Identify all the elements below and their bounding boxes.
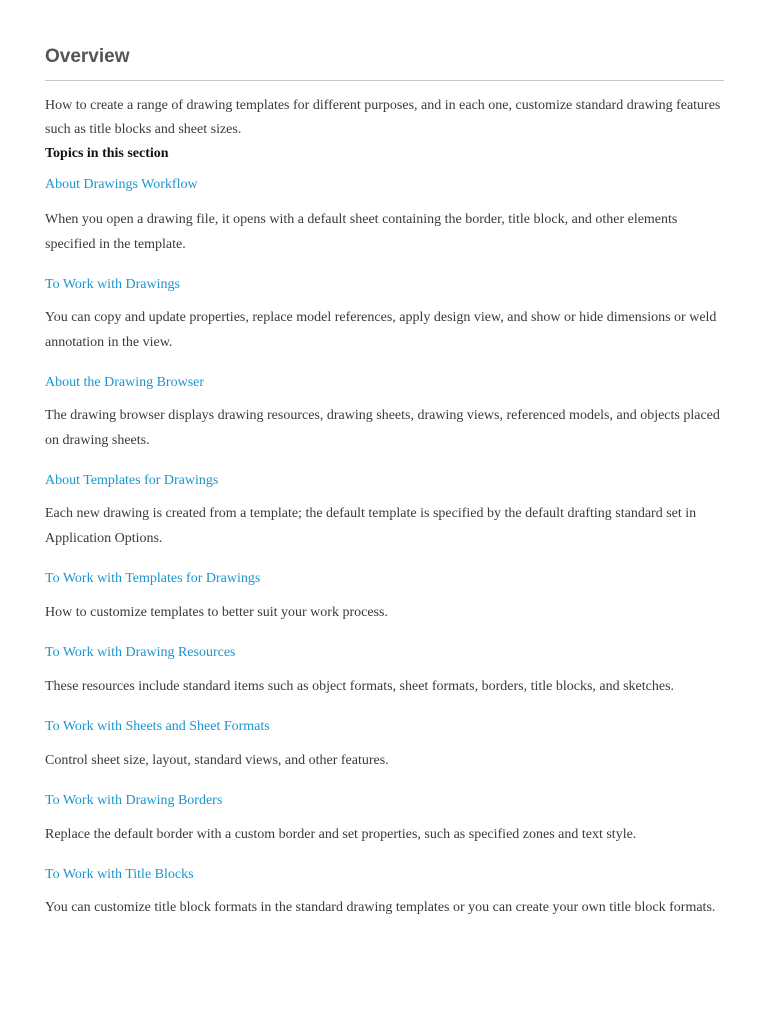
topic-item bbox=[45, 716, 724, 773]
topic-item bbox=[45, 372, 724, 453]
topic-description: You can customize title block formats in the standard drawing templates or you can create your own title block formats. bbox=[45, 900, 716, 915]
title-divider bbox=[45, 80, 724, 81]
intro-paragraph: How to create a range of drawing templates for different purposes, and in each one, customize standard drawing features such as title blocks and sheet sizes. bbox=[45, 98, 721, 137]
page-title: Overview bbox=[45, 46, 130, 67]
topic-description: How to customize templates to better suit your work process. bbox=[45, 605, 388, 620]
topic-item bbox=[45, 568, 724, 625]
topic-link-to-work-with-drawings[interactable]: To Work with Drawings bbox=[45, 277, 180, 292]
topic-link-about-drawings-workflow[interactable]: About Drawings Workflow bbox=[45, 177, 198, 192]
topic-item bbox=[45, 174, 724, 257]
topic-item bbox=[45, 642, 724, 699]
topic-link-to-work-with-drawing-borders[interactable]: To Work with Drawing Borders bbox=[45, 793, 223, 808]
topic-item bbox=[45, 790, 724, 847]
topic-link-to-work-with-sheets-and-sheet-formats[interactable]: To Work with Sheets and Sheet Formats bbox=[45, 719, 270, 734]
topic-description: You can copy and update properties, replace model references, apply design view, and show or hide dimensions or weld annotation in the view. bbox=[45, 310, 717, 350]
topics-heading: Topics in this section bbox=[45, 146, 169, 161]
topic-item bbox=[45, 864, 724, 920]
topic-description: These resources include standard items such as object formats, sheet formats, borders, title blocks, and sketches. bbox=[45, 679, 675, 694]
topic-description: Each new drawing is created from a template; the default template is specified by the default drafting standard set in Application Options. bbox=[45, 506, 697, 546]
topic-link-to-work-with-drawing-resources[interactable]: To Work with Drawing Resources bbox=[45, 645, 236, 660]
topic-link-to-work-with-title-blocks[interactable]: To Work with Title Blocks bbox=[45, 867, 194, 882]
topic-item bbox=[45, 274, 724, 355]
topic-description: Replace the default border with a custom border and set properties, such as specified zones and text style. bbox=[45, 827, 637, 842]
topic-description: When you open a drawing file, it opens with a default sheet containing the border, title block, and other elements specified in the template. bbox=[45, 212, 678, 252]
topic-link-about-templates-for-drawings[interactable]: About Templates for Drawings bbox=[45, 473, 219, 488]
topic-link-to-work-with-templates-for-drawings[interactable]: To Work with Templates for Drawings bbox=[45, 571, 261, 586]
topic-item bbox=[45, 470, 724, 551]
topic-description: The drawing browser displays drawing resources, drawing sheets, drawing views, referenced models, and objects placed on drawing sheets. bbox=[45, 408, 720, 448]
topic-link-about-the-drawing-browser[interactable]: About the Drawing Browser bbox=[45, 375, 205, 390]
topic-description: Control sheet size, layout, standard views, and other features. bbox=[45, 753, 389, 768]
